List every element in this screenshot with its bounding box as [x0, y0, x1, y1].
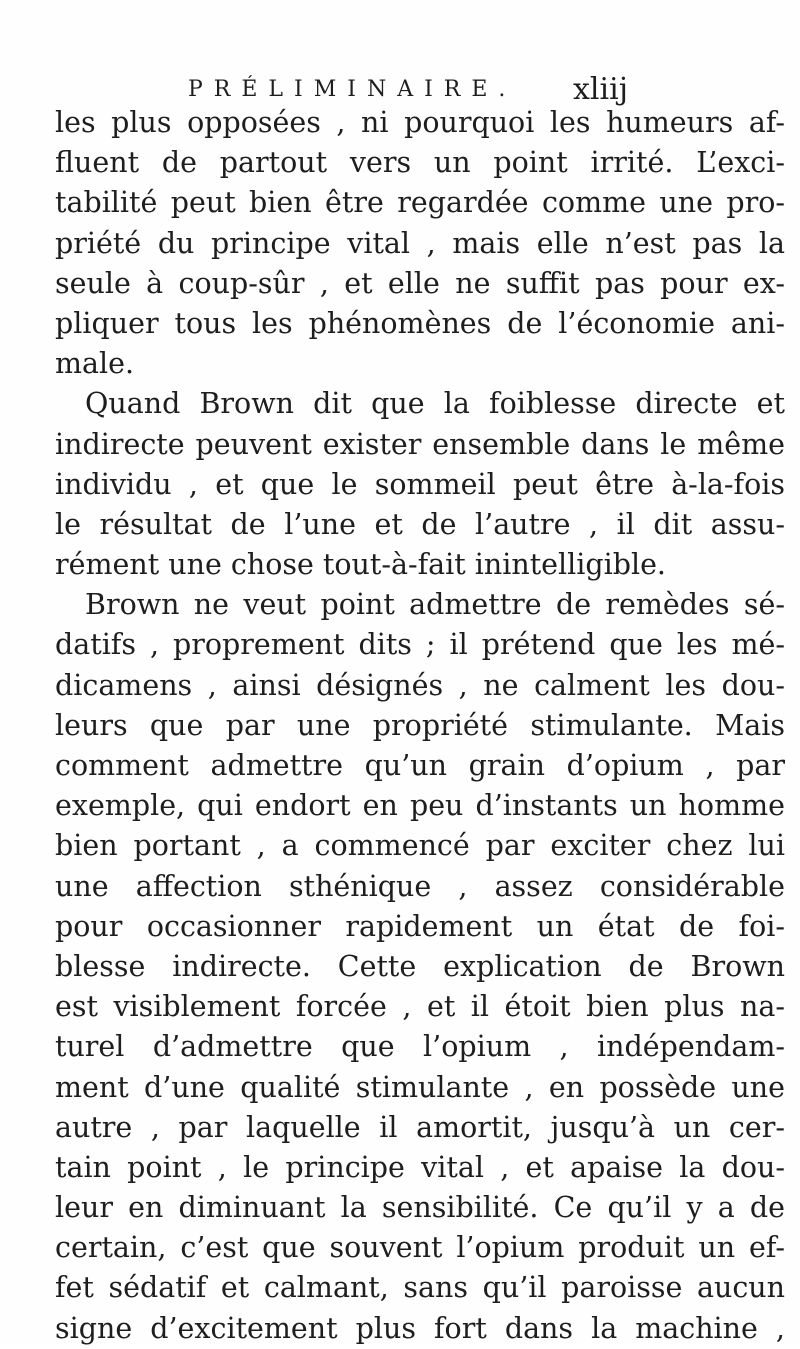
text-line: indirecte peuvent exister ensemble dans le même — [55, 427, 785, 461]
text-line: tain point , le principe vital , et apaise la dou- — [55, 1150, 785, 1184]
text-line: pliquer tous les phénomènes de l’économie ani- — [55, 306, 785, 340]
text-line: dicamens , ainsi désignés , ne calment les dou- — [55, 668, 785, 702]
text-line: ment d’une qualité stimulante , en possède une — [55, 1070, 785, 1104]
text-line: seule à coup-sûr , et elle ne suffit pas pour ex- — [55, 266, 785, 300]
text-line: exemple, qui endort en peu d’instants un homme — [55, 789, 785, 823]
text-line: Quand Brown dit que la foiblesse directe et — [85, 387, 785, 421]
text-line: datifs , proprement dits ; il prétend que les mé- — [55, 628, 785, 662]
running-title: PRÉLIMINAIRE. — [188, 77, 517, 102]
text-line: Brown ne veut point admettre de remèdes sé- — [85, 588, 785, 622]
text-line: est visiblement forcée , et il étoit bien plus na- — [55, 990, 785, 1024]
text-line: rément une chose tout-à-fait inintelligible. — [55, 548, 666, 582]
text-line: comment admettre qu’un grain d’opium , par — [55, 749, 785, 782]
text-line: leurs que par une propriété stimulante. Mais — [55, 708, 785, 742]
text-line: tabilité peut bien être regardée comme une pro- — [55, 186, 785, 220]
page-number: xliij — [573, 72, 629, 107]
text-line: priété du principe vital , mais elle n’est pas la — [55, 226, 785, 260]
text-line: blesse indirecte. Cette explication de Brown — [55, 949, 785, 983]
text-line: les plus opposées , ni pourquoi les humeurs af- — [55, 106, 785, 139]
text-line: bien portant , a commencé par exciter chez lui — [55, 829, 785, 863]
text-line: pour occasionner rapidement un état de foi- — [55, 909, 785, 943]
text-line: le résultat de l’une et de l’autre , il dit assu- — [55, 507, 785, 541]
body-text — [55, 103, 785, 1349]
text-line: autre , par laquelle il amortit, jusqu’à un cer- — [55, 1110, 785, 1144]
text-line: une affection sthénique , assez considérable — [55, 869, 785, 903]
text-line: certain, c’est que souvent l’opium produit un ef- — [55, 1231, 785, 1265]
text-line: turel d’admettre que l’opium , indépendam- — [55, 1030, 785, 1064]
text-line: leur en diminuant la sensibilité. Ce qu’il y a de — [55, 1191, 785, 1225]
text-line: male. — [55, 347, 135, 381]
text-line: fet sédatif et calmant, sans qu’il paroisse aucun — [55, 1271, 785, 1305]
text-line: individu , et que le sommeil peut être à-la-fois — [55, 467, 785, 501]
text-line: signe d’excitement plus fort dans la machine , — [55, 1311, 785, 1345]
text-line: fluent de partout vers un point irrité. L’exci- — [55, 146, 785, 180]
